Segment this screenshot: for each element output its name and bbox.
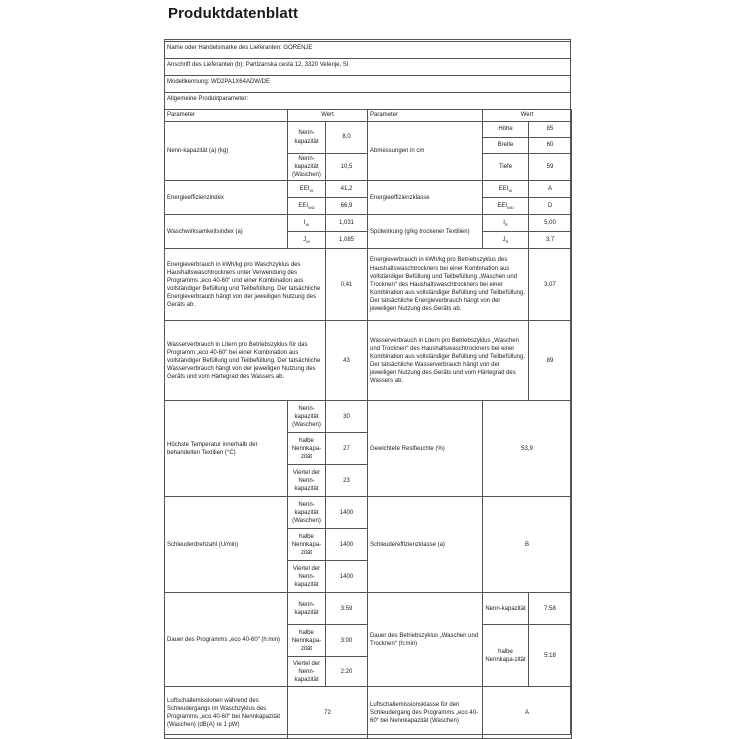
temp-label: Höchste Temperatur innerhalb der behandelten Textilien (°C) bbox=[165, 401, 288, 497]
betrieb-sub2: halbe Nennkapa-zität bbox=[483, 625, 529, 687]
supplier-value: GORENJE bbox=[283, 45, 313, 51]
eei-val2: 66,9 bbox=[326, 198, 368, 215]
hoehe-label: Höhe bbox=[483, 122, 529, 138]
eei-val1: 41,2 bbox=[326, 181, 368, 198]
tiefe-value: 59 bbox=[529, 154, 572, 181]
wei-val1: 1,031 bbox=[326, 215, 368, 232]
eek-sub1-text: EEI bbox=[498, 185, 509, 192]
table-row bbox=[165, 401, 572, 433]
spuel-sub1-index: R bbox=[504, 222, 508, 228]
address-label: Anschrift des Lieferanten (b): bbox=[167, 62, 245, 68]
dauer-val3: 2:20 bbox=[326, 657, 368, 687]
model-label: Modellkennung: bbox=[167, 79, 210, 85]
wasser-right-text: Wasserverbrauch in Litern pro Betriebszyklus „Waschen und Trocknen“ des Haushaltswaschtrockners bei einer Kombination aus vollständiger Befüllung und Teilbefüllung. Der tatsächliche Wasserverbrauch hängt von der jeweiligen Nutzung des Geräts und vom Härtegrad des Wassers ab. bbox=[368, 321, 529, 401]
dauer-sub3: Viertel der Nenn-kapazität bbox=[288, 657, 326, 687]
betriebszyklus-label: Dauer des Betriebszyklus „Waschen und Trocknen“ (h:min) bbox=[368, 593, 483, 687]
nennkap-sub1: Nenn-kapazität bbox=[288, 122, 326, 154]
wei-sub2 bbox=[288, 232, 326, 249]
abmessungen-label: Abmessungen in cm bbox=[368, 122, 483, 181]
dauer-val1: 3:59 bbox=[326, 593, 368, 625]
temp-val2: 27 bbox=[326, 433, 368, 465]
col-value-left: Wert bbox=[288, 110, 368, 122]
wei-sub1-index: W bbox=[305, 222, 310, 228]
betrieb-sub1: Nenn-kapazität bbox=[483, 593, 529, 625]
table-row bbox=[165, 321, 572, 401]
table-row bbox=[165, 122, 572, 138]
table-row bbox=[165, 687, 572, 739]
eek-sub2 bbox=[483, 198, 529, 215]
spuel-sub2-index: R bbox=[505, 239, 509, 245]
parameter-table bbox=[164, 109, 572, 739]
eei-sub1-text: EEI bbox=[299, 185, 310, 192]
table-header-row bbox=[165, 110, 572, 122]
eek-sub2-index: WD bbox=[507, 205, 514, 211]
breite-label: Breite bbox=[483, 138, 529, 154]
laerm-left-value: 72 bbox=[288, 687, 368, 739]
eei-label: Energieeffizienzindex bbox=[165, 181, 288, 215]
schleuder-sub3: Viertel der Nenn-kapazität bbox=[288, 561, 326, 593]
betrieb-val1: 7:58 bbox=[529, 593, 572, 625]
schleuder-val2: 1400 bbox=[326, 529, 368, 561]
general-label: Allgemeine Produktparameter: bbox=[167, 96, 249, 102]
eek-sub1 bbox=[483, 181, 529, 198]
schleuder-sub2: halbe Nennkapa-zität bbox=[288, 529, 326, 561]
schleuder-label: Schleuderdrehzahl (U/min) bbox=[165, 497, 288, 593]
laerm-right-text: Luftschallemissionsklasse für den Schleudergang des Programms „eco 40-60“ bei Nennkapazität (Waschen) bbox=[368, 687, 483, 739]
laerm-left-text: Luftschallemissionen während des Schleudergangs im Waschzyklus des Programms „eco 40-60“ bei Nennkapazität (Waschen) (dB(A) re 1 pW) bbox=[165, 687, 288, 739]
table-row bbox=[165, 497, 572, 529]
eei-sub1 bbox=[288, 181, 326, 198]
dauer-val2: 3:00 bbox=[326, 625, 368, 657]
eei-sub2 bbox=[288, 198, 326, 215]
energie-left-value: 0,41 bbox=[326, 249, 368, 321]
table-row bbox=[165, 215, 572, 232]
col-param-left: Parameter bbox=[165, 110, 288, 122]
temp-val3: 23 bbox=[326, 465, 368, 497]
wei-sub1 bbox=[288, 215, 326, 232]
wei-val2: 1,085 bbox=[326, 232, 368, 249]
page-title: Produktdatenblatt bbox=[168, 5, 299, 22]
address-value: Partizanska cesta 12, 3320 Velenje, SI bbox=[245, 62, 349, 68]
eek-sub1-index: W bbox=[508, 188, 513, 194]
energie-right-value: 3,07 bbox=[529, 249, 572, 321]
table-row bbox=[165, 181, 572, 198]
header-row-model bbox=[164, 75, 571, 89]
eei-sub2-text: EEI bbox=[298, 202, 308, 209]
tiefe-label: Tiefe bbox=[483, 154, 529, 181]
temp-sub2: halbe Nennkapa-zität bbox=[288, 433, 326, 465]
wei-sub1-text: I bbox=[303, 219, 306, 226]
spuel-val1: 5,00 bbox=[529, 215, 572, 232]
spuel-val2: 3,7 bbox=[529, 232, 572, 249]
eek-val1: A bbox=[529, 181, 572, 198]
temp-sub1: Nenn-kapazität (Waschen) bbox=[288, 401, 326, 433]
eek-label: Energieeffizienzklasse bbox=[368, 181, 483, 215]
supplier-label: Name oder Handelsmarke des Lieferanten: bbox=[167, 45, 282, 51]
model-value: WD2PA1X64ADW/DE bbox=[211, 79, 270, 85]
col-param-right: Parameter bbox=[368, 110, 483, 122]
table-row bbox=[165, 593, 572, 625]
restfeuchte-value: 53,9 bbox=[483, 401, 572, 497]
dauer-sub2: halbe Nennkapa-zität bbox=[288, 625, 326, 657]
header-row-address bbox=[164, 58, 571, 72]
wasser-right-value: 89 bbox=[529, 321, 572, 401]
schleuder-val1: 1400 bbox=[326, 497, 368, 529]
spuel-sub2 bbox=[483, 232, 529, 249]
header-row-supplier bbox=[164, 41, 571, 55]
schleuder-sub1: Nenn-kapazität (Waschen) bbox=[288, 497, 326, 529]
table-row bbox=[165, 249, 572, 321]
col-value-right: Wert bbox=[483, 110, 572, 122]
betrieb-val2: 5:18 bbox=[529, 625, 572, 687]
temp-sub3: Viertel der Nenn-kapazität bbox=[288, 465, 326, 497]
hoehe-value: 85 bbox=[529, 122, 572, 138]
wei-sub2-index: W bbox=[306, 239, 310, 245]
spuel-sub2-text: J bbox=[502, 236, 506, 243]
dauer-sub1: Nenn-kapazität bbox=[288, 593, 326, 625]
nennkap-val1: 8,0 bbox=[326, 122, 368, 154]
spuel-sub1 bbox=[483, 215, 529, 232]
breite-value: 60 bbox=[529, 138, 572, 154]
temp-val1: 30 bbox=[326, 401, 368, 433]
schleuder-val3: 1400 bbox=[326, 561, 368, 593]
nennkap-label: Nenn-kapazität (a) (kg) bbox=[165, 122, 288, 181]
nennkap-sub2: Nenn-kapazität (Waschen) bbox=[288, 154, 326, 181]
nennkap-val2: 10,5 bbox=[326, 154, 368, 181]
schleuderklasse-label: Schleudereffizienzklasse (a) bbox=[368, 497, 483, 593]
header-row-general bbox=[164, 92, 571, 106]
wei-label: Waschwirksamkeitsindex (a) bbox=[165, 215, 288, 249]
wasser-left-text: Wasserverbrauch in Litern pro Betriebszyklus für das Programm „eco 40-60“ bei einer Kombination aus vollständiger Befüllung und Teilbefüllung. Der tatsächliche Wasserverbrauch hängt von der jeweiligen Nutzung des Geräts und vom Härtegrad des Wassers ab. bbox=[165, 321, 326, 401]
wasser-left-value: 43 bbox=[326, 321, 368, 401]
eei-sub2-index: WD bbox=[308, 205, 315, 211]
energie-right-text: Energieverbrauch in kWh/kg pro Betriebszyklus des Haushaltswaschtrockners bei einer Kombination aus vollständiger Befüllung und Teilbefüllung „Waschen und Trocknen“ des Haushaltswaschtrockners bei einer Kombination aus vollständiger Befüllung und Teilbefüllung. Der tatsächliche Energieverbrauch hängt von der jeweiligen Nutzung des Geräts ab. bbox=[368, 249, 529, 321]
spuel-sub1-text: I bbox=[503, 219, 505, 226]
eek-val2: D bbox=[529, 198, 572, 215]
wei-sub2-text: J bbox=[303, 236, 307, 243]
dauer-label: Dauer des Programms „eco 40-60“ (h:min) bbox=[165, 593, 288, 687]
eei-sub1-index: W bbox=[309, 188, 314, 194]
laerm-right-value: A bbox=[483, 687, 572, 739]
schleuderklasse-value: B bbox=[483, 497, 572, 593]
eek-sub2-text: EEI bbox=[497, 202, 507, 209]
datasheet bbox=[164, 0, 571, 736]
restfeuchte-label: Gewichtete Restfeuchte (%) bbox=[368, 401, 483, 497]
energie-left-text: Energieverbrauch in kWh/kg pro Waschzyklus des Haushaltswaschtrockners unter Verwendung des Programms „eco 40-60“ und einer Kombination aus vollständiger Befüllung und Teilbefüllung. Der tatsächliche Energieverbrauch hängt von der jeweiligen Nutzung des Geräts ab. bbox=[165, 249, 326, 321]
spuel-label: Spülwirkung (g/kg trockener Textilien) bbox=[368, 215, 483, 249]
